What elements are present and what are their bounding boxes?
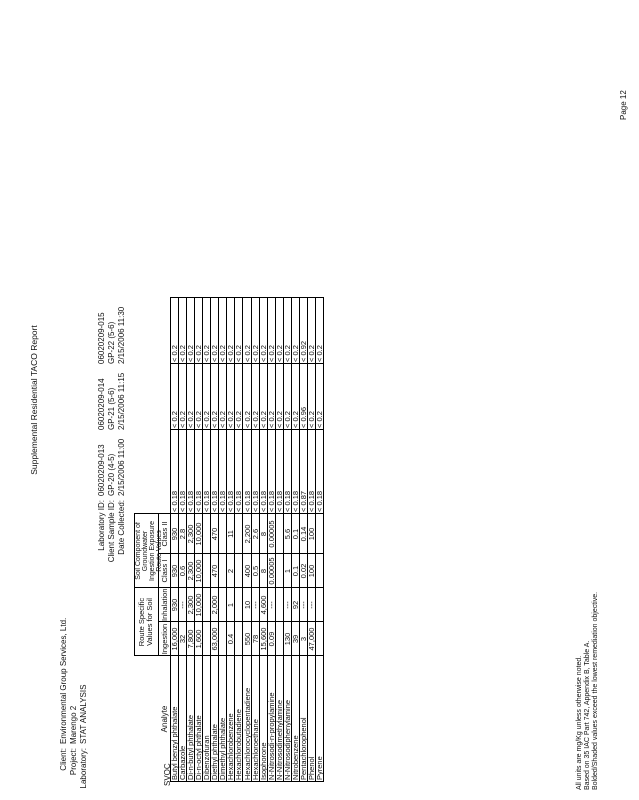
table-cell-class-ii: 2,200: [242, 524, 252, 544]
table-cell-s2: < 0.2: [307, 411, 317, 428]
laboratory-label: Laboratory:: [79, 748, 88, 789]
class-i-header: Class I: [160, 559, 169, 583]
table-cell-class-ii: 11: [226, 530, 236, 538]
table-cell-s2: < 0.2: [185, 411, 195, 428]
row-line: [323, 298, 324, 782]
vline: [170, 363, 324, 364]
client-sample-id-label: Client Sample ID:: [107, 500, 116, 563]
table-cell-s1: < 0.18: [283, 490, 292, 512]
table-cell-s3: < 0.2: [226, 345, 236, 362]
table-cell-inhalation: [203, 590, 210, 620]
table-cell-class-i: 2,300: [185, 561, 195, 581]
table-cell-class-ii: 0.1: [291, 528, 301, 540]
table-cell-inhalation: [276, 590, 283, 620]
table-cell-s1: < 0.18: [266, 490, 276, 512]
table-cell-inhalation: ---: [283, 601, 292, 609]
table-cell-inhalation: [235, 590, 242, 620]
table-cell-inhalation: 1: [226, 602, 236, 608]
table-cell-s2: < 0.2: [169, 411, 179, 428]
table-cell-analyte: Hexachloroethane: [250, 719, 260, 780]
vline: [134, 655, 324, 656]
vline: [170, 297, 324, 298]
table-cell-ingestion: 47,000: [307, 627, 317, 651]
table-cell-s2: < 0.2: [202, 411, 211, 428]
table-cell-s2: < 0.2: [258, 411, 268, 428]
table-cell-class-i: 0.00005: [266, 557, 276, 585]
table-cell-analyte: Dibenzofuran: [202, 735, 211, 780]
table-cell-s1: < 0.18: [250, 490, 260, 512]
table-cell-class-i: 400: [242, 564, 252, 578]
table-cell-class-ii: [203, 516, 210, 552]
table-cell-ingestion: 0.4: [226, 633, 236, 645]
table-cell-class-ii: 470: [210, 527, 220, 541]
table-cell-ingestion: [316, 624, 323, 654]
table-cell-s2: < 0.2: [210, 411, 220, 428]
table-cell-s2: < 0.2: [291, 411, 301, 428]
table-cell-s3: < 0.2: [177, 345, 187, 362]
table-cell-analyte: Di-n-butyl phthalate: [185, 714, 195, 780]
table-cell-inhalation: [219, 590, 226, 620]
table-cell-inhalation: 4,600: [258, 595, 268, 615]
table-cell-s3: < 0.2: [250, 345, 260, 362]
table-cell-class-i: 0.6: [177, 565, 187, 577]
table-cell-ingestion: 78: [250, 634, 260, 644]
section-label: SVOC: [163, 763, 172, 786]
table-cell-s2: < 0.2: [234, 411, 244, 428]
project-label: Project:: [69, 748, 78, 776]
table-cell-s3: < 0.2: [283, 345, 292, 362]
table-cell-s2: < 0.2: [177, 411, 187, 428]
table-cell-ingestion: 39: [291, 634, 301, 644]
table-cell-s1: < 0.18: [193, 490, 203, 512]
page-number: Page 12: [619, 90, 628, 120]
table-cell-s3: < 0.2: [242, 345, 252, 362]
client-value: Environmental Group Services, Ltd.: [59, 617, 68, 744]
project-value: Marengo 2: [69, 705, 78, 744]
table-cell-s1: < 0.18: [210, 490, 220, 512]
table-cell-class-ii: 0.14: [299, 526, 309, 542]
table-cell-inhalation: 2,300: [185, 595, 195, 615]
table-cell-ingestion: 3: [299, 636, 309, 642]
table-cell-class-ii: [235, 516, 242, 552]
table-cell-analyte: Carbazole: [177, 745, 187, 780]
table-cell-ingestion: 1,600: [193, 629, 203, 649]
table-cell-analyte: Hexachlorobenzene: [226, 713, 236, 780]
table-cell-s1: < 0.18: [202, 490, 211, 512]
table-cell-s1: < 0.18: [169, 490, 179, 512]
table-cell-s1: < 0.18: [185, 490, 195, 512]
table-cell-class-ii: 5.6: [283, 528, 292, 540]
table-cell-ingestion: 32: [177, 634, 187, 644]
table-cell-analyte: Pyrene: [315, 756, 325, 780]
table-cell-analyte: Di-n-octyl phthalate: [193, 715, 203, 780]
table-cell-s3: < 0.2: [185, 345, 195, 362]
sample-3-client-id: GP-22 (5-6): [107, 321, 116, 364]
sample-1-client-id: GP-20 (4-5): [107, 453, 116, 496]
table-cell-s3: < 0.2: [274, 345, 284, 362]
table-cell-s2: < 0.2: [218, 411, 228, 428]
table-cell-s2: < 0.2: [283, 411, 292, 428]
table-cell-ingestion: [235, 624, 242, 654]
table-cell-class-ii: 0.00005: [266, 520, 276, 548]
table-cell-inhalation: 930: [169, 598, 179, 612]
table-cell-s3: < 0.92: [299, 340, 309, 362]
table-cell-class-i: [316, 556, 323, 586]
table-cell-ingestion: 63,000: [210, 627, 220, 651]
table-cell-s3: < 0.2: [210, 345, 220, 362]
table-cell-s3: < 0.2: [266, 345, 276, 362]
table-cell-class-ii: 2.8: [177, 528, 187, 540]
table-cell-ingestion: 0.09: [266, 631, 276, 647]
table-cell-s1: < 0.87: [299, 490, 309, 512]
table-cell-s3: < 0.2: [169, 345, 179, 362]
table-cell-class-ii: 8: [258, 531, 268, 537]
sample-2-date: 2/15/2006 11:15: [117, 372, 126, 430]
footnote-1: All units are mg/Kg unless otherwise noted.: [576, 655, 583, 790]
table-cell-s3: < 0.2: [193, 345, 203, 362]
table-cell-inhalation: 92: [291, 600, 301, 610]
client-label: Client:: [59, 748, 68, 771]
table-cell-inhalation: ---: [250, 601, 260, 609]
table-cell-analyte: Nitrobenzene: [291, 735, 301, 780]
table-cell-s3: < 0.2: [218, 345, 228, 362]
table-cell-inhalation: 10: [242, 600, 252, 610]
table-cell-class-i: [203, 556, 210, 586]
table-cell-inhalation: 10,000: [193, 593, 203, 617]
table-cell-s1: < 0.18: [258, 490, 268, 512]
table-cell-class-i: 0.1: [291, 565, 301, 577]
table-cell-s3: < 0.2: [315, 345, 325, 362]
table-cell-class-ii: [276, 516, 283, 552]
sample-1-date: 2/15/2006 11:00: [117, 438, 126, 496]
table-cell-s1: < 0.18: [226, 490, 236, 512]
table-cell-class-i: [235, 556, 242, 586]
table-cell-class-ii: 930: [169, 527, 179, 541]
table-cell-analyte: Phenol: [307, 756, 317, 780]
sample-3-lab-id: 06020209-015: [97, 312, 106, 364]
vline: [158, 553, 324, 554]
table-cell-s2: < 0.2: [193, 411, 203, 428]
table-cell-s2: < 0.2: [266, 411, 276, 428]
table-cell-class-ii: 10,000: [193, 522, 203, 546]
table-cell-inhalation: ---: [177, 601, 187, 609]
vline: [134, 587, 158, 588]
vline: [170, 429, 324, 430]
table-cell-class-i: 0.02: [299, 563, 309, 579]
table-cell-s2: < 0.96: [299, 406, 309, 428]
table-cell-ingestion: 130: [283, 632, 292, 646]
table-cell-class-i: 10,000: [193, 559, 203, 583]
table-cell-s1: < 0.18: [274, 490, 284, 512]
table-cell-s1: < 0.18: [291, 490, 301, 512]
soil-component-header: Soil Component of Groundwater Ingestion Exposure Route Values: [135, 521, 163, 581]
class-ii-header: Class II: [160, 521, 169, 547]
table-cell-s3: < 0.2: [202, 345, 211, 362]
sample-3-date: 2/15/2006 11:30: [117, 306, 126, 364]
footnote-2: Based on 35 IAC Part 742, Appendix B, Table A.: [584, 640, 591, 790]
table-cell-class-i: [276, 556, 283, 586]
route-specific-header: Route Specific Values for Soil: [137, 597, 154, 647]
table-cell-analyte: Hexachlorobutadiene: [234, 709, 244, 780]
vline: [170, 781, 324, 782]
table-cell-inhalation: 2,000: [210, 595, 220, 615]
table-cell-class-ii: [316, 516, 323, 552]
sample-1-lab-id: 06020209-013: [97, 444, 106, 496]
table-cell-ingestion: [219, 624, 226, 654]
table-cell-ingestion: 7,800: [185, 629, 195, 649]
table-cell-s1: < 0.18: [234, 490, 244, 512]
table-cell-s2: < 0.2: [242, 411, 252, 428]
table-cell-class-i: 100: [307, 564, 317, 578]
table-cell-s1: < 0.18: [177, 490, 187, 512]
table-cell-s3: < 0.2: [307, 345, 317, 362]
table-cell-s2: < 0.2: [274, 411, 284, 428]
table-cell-ingestion: 550: [242, 632, 252, 646]
table-cell-analyte: Pentachlorophenol: [299, 717, 309, 780]
table-cell-analyte: Isophorone: [258, 742, 268, 780]
table-cell-inhalation: ---: [266, 601, 276, 609]
table-cell-class-i: 1: [283, 568, 292, 574]
table-cell-s1: < 0.18: [307, 490, 317, 512]
table-cell-ingestion: 15,600: [258, 627, 268, 651]
table-cell-s3: < 0.2: [258, 345, 268, 362]
table-cell-class-i: 0.5: [250, 565, 260, 577]
table-cell-analyte: N-Nitrosodiphenylamine: [283, 699, 292, 780]
table-cell-analyte: N-Nitrosodi-n-propylamine: [266, 692, 276, 780]
table-cell-s1: < 0.18: [218, 490, 228, 512]
table-cell-inhalation: ---: [299, 601, 309, 609]
ingestion-header: Ingestion: [160, 623, 169, 655]
table-cell-ingestion: 16,000: [169, 627, 179, 651]
table-cell-analyte: Butyl benzyl phthalate: [169, 706, 179, 780]
table-cell-class-i: [219, 556, 226, 586]
date-collected-label: Date Collected:: [117, 500, 126, 555]
table-cell-inhalation: [316, 590, 323, 620]
table-cell-class-ii: 2.6: [250, 528, 260, 540]
table-cell-analyte: Diethyl phthalate: [210, 724, 220, 780]
table-cell-s2: < 0.2: [226, 411, 236, 428]
table-cell-s2: < 0.2: [250, 411, 260, 428]
laboratory-value: STAT ANALYSIS: [79, 684, 88, 744]
inhalation-header: Inhalation: [160, 588, 169, 621]
table-cell-analyte: N-Nitrosodimethylamine: [274, 699, 284, 780]
vline: [134, 513, 324, 514]
vline: [158, 621, 324, 622]
table-cell-class-i: 2: [226, 568, 236, 574]
table-cell-analyte: Dimethyl phthalate: [218, 717, 228, 780]
table-cell-s1: < 0.18: [315, 490, 325, 512]
table-cell-s3: < 0.2: [291, 345, 301, 362]
footnote-3: Bolded/Shaded values exceed the lowest remediation objective.: [592, 591, 599, 790]
table-cell-ingestion: [203, 624, 210, 654]
table-cell-s1: < 0.18: [242, 490, 252, 512]
table-cell-class-i: 470: [210, 564, 220, 578]
table-cell-s3: < 0.2: [234, 345, 244, 362]
table-cell-s2: < 0.2: [315, 411, 325, 428]
table-cell-class-ii: 100: [307, 527, 317, 541]
lab-id-label: Laboratory ID:: [97, 500, 106, 551]
table-cell-analyte: Hexachlorocyclopentadiene: [242, 687, 252, 780]
table-cell-class-i: 8: [258, 568, 268, 574]
report-title: Supplemental Residential TACO Report: [29, 325, 39, 475]
table-cell-ingestion: [276, 624, 283, 654]
table-cell-class-ii: [219, 516, 226, 552]
analyte-header: Analyte: [160, 705, 169, 733]
table-cell-class-ii: 2,300: [185, 524, 195, 544]
sample-2-lab-id: 06020209-014: [97, 378, 106, 430]
sample-2-client-id: GP-21 (5-6): [107, 387, 116, 430]
vline: [158, 587, 324, 588]
table-cell-class-i: 930: [169, 564, 179, 578]
table-cell-inhalation: ---: [307, 601, 317, 609]
